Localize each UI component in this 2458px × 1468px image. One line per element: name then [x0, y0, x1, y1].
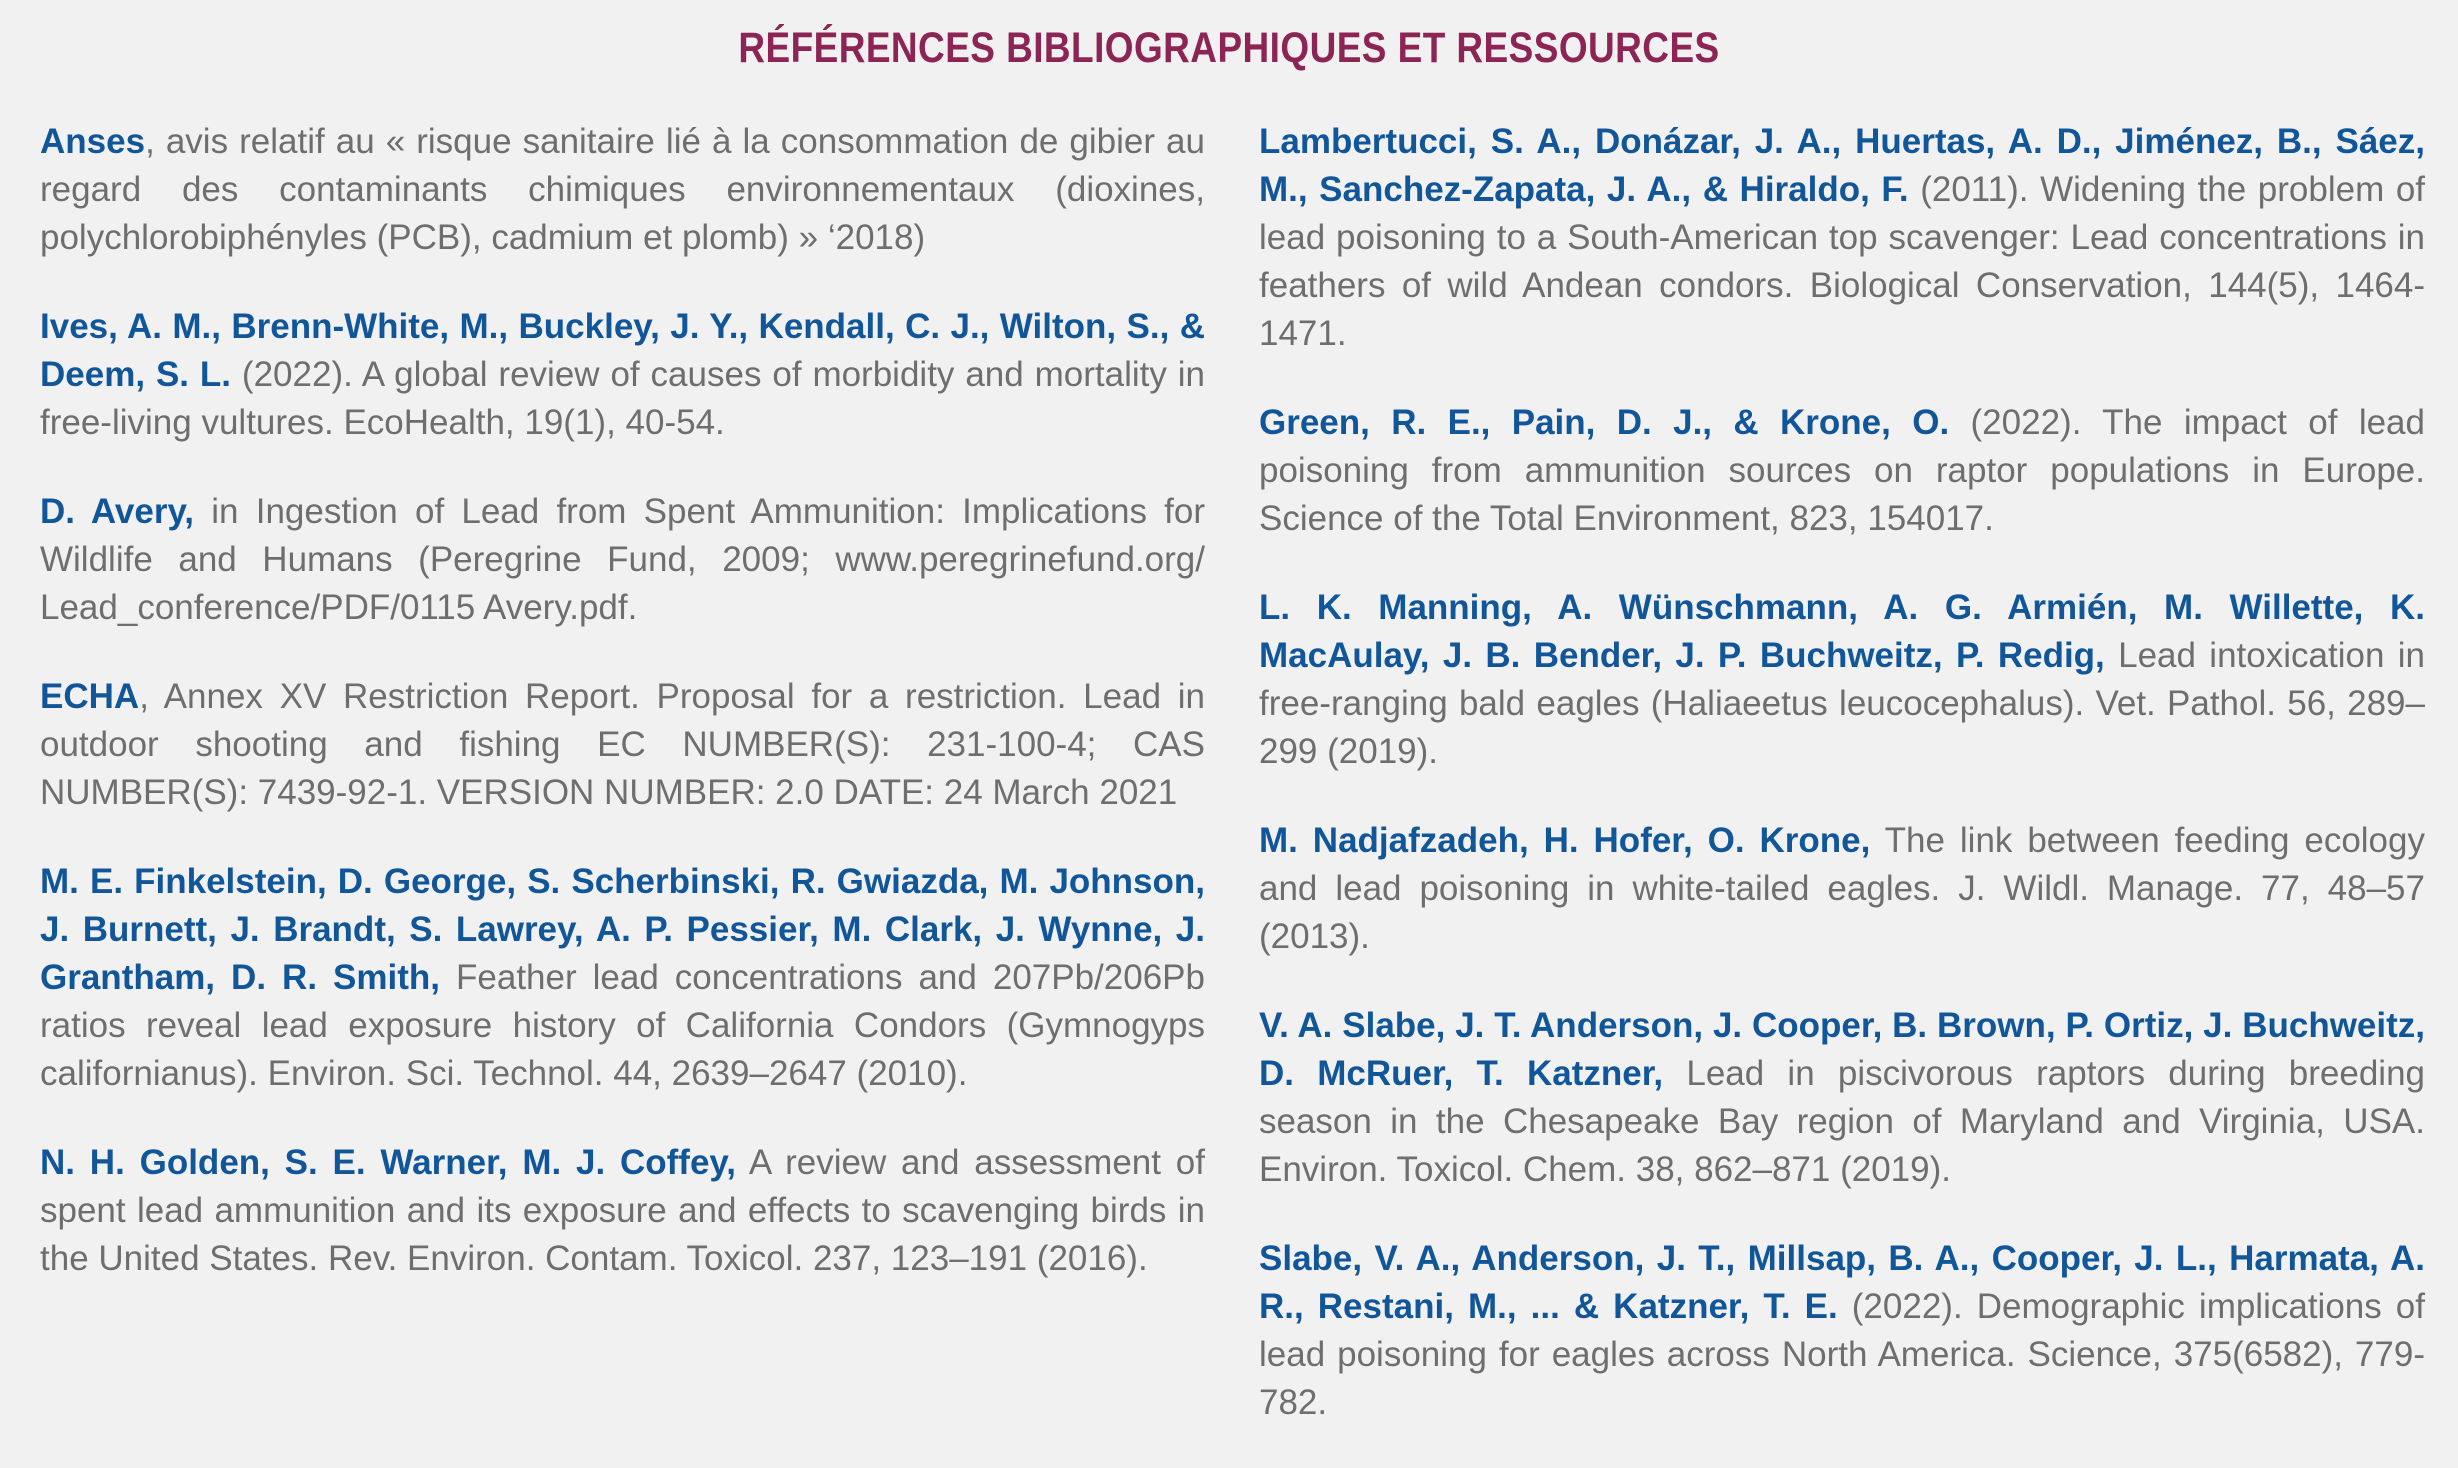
reference-text: Feather lead concentrations and 207Pb/206Pb ratios reveal lead exposure history of California Condors (Gymnogyps californianus). Environ. Sci. Technol. 44, 2639–2647 (2010).: [40, 958, 1205, 1093]
reference-text: (2022). The impact of lead poisoning from ammunition sources on raptor populations in Europe. Science of the Total Environment, 823, 154017.: [1259, 403, 2425, 538]
right-column: [1259, 118, 2425, 1468]
reference-text: (2022). Demographic implications of lead poisoning for eagles across North America. Science, 375(6582), 779-782.: [1259, 1287, 2425, 1422]
reference-entry: [1259, 1002, 2425, 1194]
reference-author: Lambertucci, S. A., Donázar, J. A., Huertas, A. D., Jiménez, B., Sáez, M., Sanchez-Zapata, J. A., & Hiraldo, F.: [1259, 122, 2425, 209]
reference-text: A review and assessment of spent lead ammunition and its exposure and effects to scavenging birds in the United States. Rev. Environ. Contam. Toxicol. 237, 123–191 (2016).: [40, 1143, 1205, 1278]
left-column: [40, 118, 1205, 1324]
reference-text: (2022). A global review of causes of morbidity and mortality in free-living vultures. EcoHealth, 19(1), 40-54.: [40, 355, 1206, 442]
reference-text: (2011). Widening the problem of lead poisoning to a South-American top scavenger: Lead concentrations in feathers of wild Andean condors. Biological Conservation, 144(5), 1464-1471.: [1259, 170, 2426, 353]
reference-author: Slabe, V. A., Anderson, J. T., Millsap, B. A., Cooper, J. L., Harmata, A. R., Restani, M., ... & Katzner, T. E.: [1259, 1239, 2425, 1326]
reference-entry: [40, 303, 1205, 447]
reference-text: , Annex XV Restriction Report. Proposal for a restriction. Lead in outdoor shooting and fishing EC NUMBER(S): 231-100-4; CAS NUMBER(S): 7439-92-1. VERSION NUMBER: 2.0 DATE: 24 March 2021: [40, 677, 1205, 812]
reference-entry: [1259, 584, 2425, 776]
reference-entry: [40, 673, 1205, 817]
reference-text: The link between feeding ecology and lead poisoning in white-tailed eagles. J. Wildl. Manage. 77, 48–57 (2013).: [1259, 821, 2425, 956]
reference-author: N. H. Golden, S. E. Warner, M. J. Coffey,: [40, 1143, 737, 1182]
reference-author: V. A. Slabe, J. T. Anderson, J. Cooper, B. Brown, P. Ortiz, J. Buchweitz, D. McRuer, T. Katzner,: [1259, 1006, 2425, 1093]
reference-author: Green, R. E., Pain, D. J., & Krone, O.: [1259, 403, 1950, 442]
reference-entry: [1259, 1235, 2425, 1427]
reference-entry: [40, 1139, 1205, 1283]
reference-author: D. Avery,: [40, 492, 195, 531]
reference-entry: [40, 118, 1205, 262]
reference-entry: [40, 488, 1205, 632]
reference-entry: [40, 858, 1205, 1098]
reference-author: L. K. Manning, A. Wünschmann, A. G. Armién, M. Willette, K. MacAulay, J. B. Bender, J. P. Buchweitz, P. Redig,: [1259, 588, 2425, 675]
reference-author: M. Nadjafzadeh, H. Hofer, O. Krone,: [1259, 821, 1871, 860]
reference-text: in Ingestion of Lead from Spent Ammunition: Implications for Wildlife and Humans (Peregrine Fund, 2009; www.peregrinefund.org/ Lead_conference/PDF/0115 Avery.pdf.: [40, 492, 1205, 627]
reference-author: ECHA: [40, 677, 140, 716]
reference-author: M. E. Finkelstein, D. George, S. Scherbinski, R. Gwiazda, M. Johnson, J. Burnett, J. Brandt, S. Lawrey, A. P. Pessier, M. Clark, J. Wynne, J. Grantham, D. R. Smith,: [40, 862, 1205, 997]
reference-entry: [1259, 399, 2425, 543]
reference-text: Lead intoxication in free-ranging bald eagles (Haliaeetus leucocephalus). Vet. Pathol. 56, 289–299 (2019).: [1259, 636, 2425, 771]
reference-entry: [1259, 118, 2425, 358]
reference-author: Anses: [40, 122, 146, 161]
reference-text: Lead in piscivorous raptors during breeding season in the Chesapeake Bay region of Maryland and Virginia, USA. Environ. Toxicol. Chem. 38, 862–871 (2019).: [1259, 1054, 2425, 1189]
reference-author: Ives, A. M., Brenn-White, M., Buckley, J. Y., Kendall, C. J., Wilton, S., & Deem, S. L.: [40, 307, 1205, 394]
page-title: RÉFÉRENCES BIBLIOGRAPHIQUES ET RESSOURCES: [738, 24, 1720, 72]
reference-text: , avis relatif au « risque sanitaire lié à la consommation de gibier au regard des contaminants chimiques environnementaux (dioxines, polychlorobiphényles (PCB), cadmium et plomb) » ‘2018): [40, 122, 1205, 257]
reference-entry: [1259, 817, 2425, 961]
